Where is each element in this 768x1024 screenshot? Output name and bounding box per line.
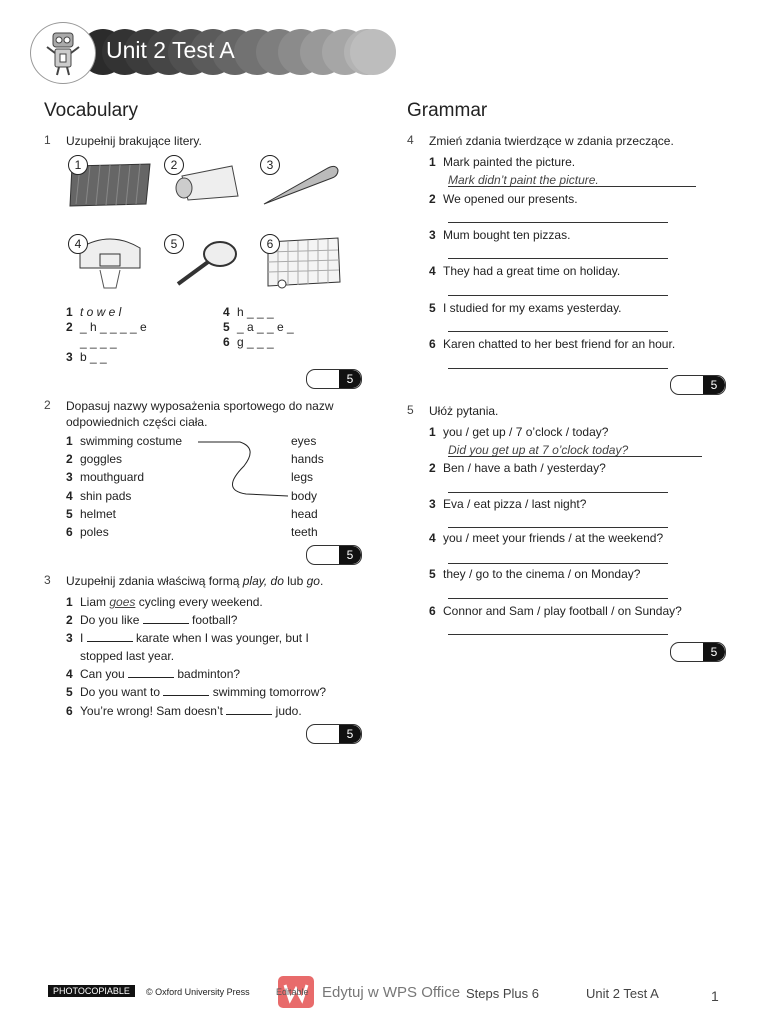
answer-line[interactable] — [448, 368, 668, 369]
answer-line[interactable] — [448, 456, 702, 457]
list-item: 3 I karate when I was younger, but I — [66, 631, 309, 645]
answer-line[interactable] — [448, 563, 668, 564]
question-number: 4 — [407, 133, 414, 147]
answer-line[interactable] — [448, 258, 668, 259]
list-item: 4 Can you badminton? — [66, 667, 241, 681]
list-item: stopped last year. — [80, 649, 175, 663]
list-item: 5 Do you want to swimming tomorrow? — [66, 685, 327, 699]
list-item: 1 you / get up / 7 o’clock / today? — [429, 425, 609, 439]
list-item: 3 mouthguard — [66, 470, 145, 484]
picture-number: 2 — [164, 155, 184, 175]
match-option: legs — [291, 470, 314, 484]
copyright-text: © Oxford University Press — [146, 987, 250, 997]
page-number: 1 — [711, 988, 719, 1004]
answer-line[interactable] — [448, 527, 668, 528]
score-box: 5 — [306, 369, 362, 389]
match-option: head — [291, 507, 318, 521]
question-number: 1 — [44, 133, 51, 147]
list-item: 4 shin pads — [66, 489, 132, 503]
match-option: teeth — [291, 525, 318, 539]
score-box: 5 — [670, 375, 726, 395]
answer-line[interactable] — [448, 598, 668, 599]
book-title: Steps Plus 6 — [466, 986, 539, 1001]
match-option: eyes — [291, 434, 317, 448]
example-answer: Did you get up at 7 o’clock today? — [448, 443, 629, 457]
answer-line[interactable] — [448, 492, 668, 493]
wps-edit-link[interactable]: Edytuj w WPS Office — [322, 984, 461, 1001]
unit-label: Unit 2 Test A — [586, 986, 659, 1001]
list-item: 6 g _ _ _ — [223, 335, 274, 349]
editable-text: Editable — [276, 987, 309, 997]
list-item: 2 Do you like football? — [66, 613, 238, 627]
list-item: 3 Mum bought ten pizzas. — [429, 228, 571, 242]
match-option: body — [291, 489, 318, 503]
question-instruction: Dopasuj nazwy wyposażenia sportowego do nazw odpowiednich części ciała. — [66, 399, 334, 429]
list-item: 1 Liam goes cycling every weekend. — [66, 595, 263, 609]
example-answer: Mark didn’t paint the picture. — [448, 173, 599, 187]
grammar-heading: Grammar — [407, 100, 488, 121]
picture-number: 3 — [260, 155, 280, 175]
answer-line[interactable] — [448, 222, 668, 223]
picture-number: 4 — [68, 234, 88, 254]
answer-line[interactable] — [448, 634, 668, 635]
list-item: 6 Karen chatted to her best friend for an hour. — [429, 337, 676, 351]
list-item: 5 they / go to the cinema / on Monday? — [429, 567, 641, 581]
picture-number: 5 — [164, 234, 184, 254]
list-item: 2 _ h _ _ _ _ e — [66, 320, 147, 334]
list-item: 2 We opened our presents. — [429, 192, 578, 206]
list-item: 5 _ a _ _ e _ — [223, 320, 294, 334]
question-instruction: Uzupełnij zdania właściwą formą play, do lub go. — [66, 574, 324, 588]
answer-line[interactable] — [448, 295, 668, 296]
question-number: 3 — [44, 573, 51, 587]
list-item: 2 goggles — [66, 452, 123, 466]
photocopiable-badge: PHOTOCOPIABLE — [48, 985, 135, 997]
list-item: 6 You’re wrong! Sam doesn’t judo. — [66, 704, 302, 718]
answer-line[interactable] — [448, 331, 668, 332]
list-item: 2 Ben / have a bath / yesterday? — [429, 461, 606, 475]
page-title: Unit 2 Test A — [106, 37, 235, 63]
list-item: 1 swimming costume — [66, 434, 183, 448]
list-item: 6 poles — [66, 525, 109, 539]
list-item: 4 h _ _ _ — [223, 305, 274, 319]
question-instruction: Zmień zdania twierdzące w zdania przeczące. — [429, 134, 674, 148]
robot-logo-icon — [30, 22, 96, 84]
list-item: _ _ _ _ — [80, 335, 117, 349]
list-item: 4 you / meet your friends / at the weekend? — [429, 531, 664, 545]
list-item: 4 They had a great time on holiday. — [429, 264, 621, 278]
question-number: 5 — [407, 403, 414, 417]
list-item: 6 Connor and Sam / play football / on Sunday? — [429, 604, 682, 618]
question-instruction: Ułóż pytania. — [429, 404, 499, 418]
match-option: hands — [291, 452, 324, 466]
question-number: 2 — [44, 398, 51, 412]
vocabulary-heading: Vocabulary — [44, 100, 139, 121]
answer-line[interactable] — [448, 186, 696, 187]
match-line — [196, 438, 292, 500]
list-item: 1 t o w e l — [66, 305, 122, 319]
picture-number: 1 — [68, 155, 88, 175]
picture-number: 6 — [260, 234, 280, 254]
list-item: 1 Mark painted the picture. — [429, 155, 576, 169]
list-item: 3 b _ _ — [66, 350, 107, 364]
list-item: 3 Eva / eat pizza / last night? — [429, 497, 587, 511]
list-item: 5 helmet — [66, 507, 117, 521]
question-instruction: Uzupełnij brakujące litery. — [66, 134, 202, 148]
list-item: 5 I studied for my exams yesterday. — [429, 301, 622, 315]
score-box: 5 — [306, 545, 362, 565]
score-box: 5 — [670, 642, 726, 662]
score-box: 5 — [306, 724, 362, 744]
